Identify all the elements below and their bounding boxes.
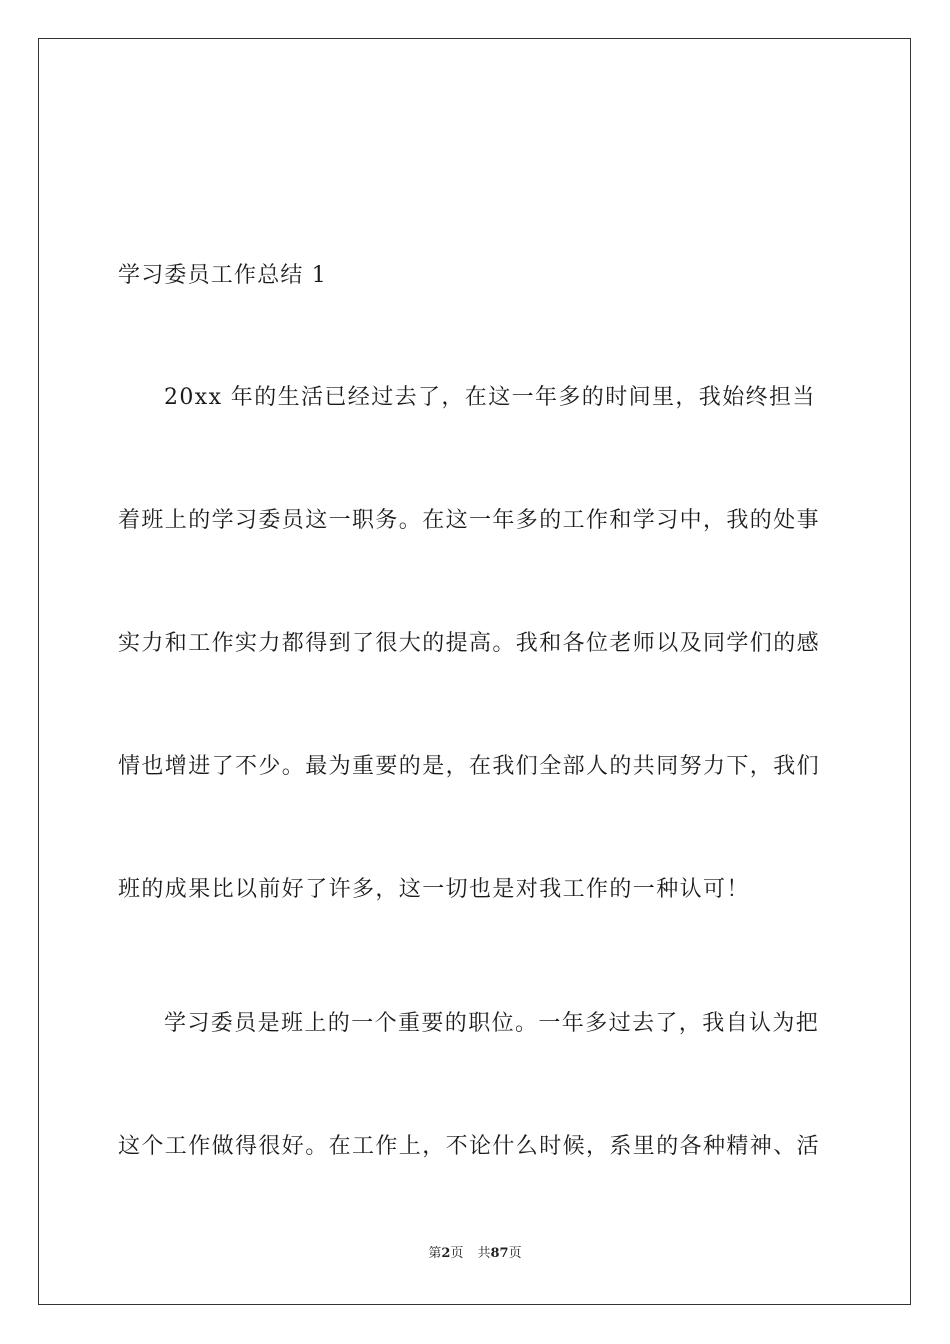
page-prefix: 第 (428, 1246, 442, 1261)
page-suffix: 页 (450, 1246, 464, 1261)
page-number: 2 (441, 1246, 451, 1261)
total-prefix: 共 (477, 1246, 491, 1261)
paragraph-1-line-5: 班的成果比以前好了许多，这一切也是对我工作的一种认可！ (118, 877, 750, 902)
document-title: 学习委员工作总结 1 (118, 263, 327, 288)
paragraph-2-line-2: 这个工作做得很好。在工作上，不论什么时候，系里的各种精神、活 (118, 1134, 821, 1159)
total-suffix: 页 (508, 1246, 522, 1261)
page-frame (38, 38, 911, 1305)
paragraph-2-line-1: 学习委员是班上的一个重要的职位。一年多过去了，我自认为把 (164, 1011, 820, 1036)
paragraph-1-line-1: 20xx 年的生活已经过去了，在这一年多的时间里，我始终担当 (164, 385, 816, 410)
paragraph-1-line-4: 情也增进了不少。最为重要的是，在我们全部人的共同努力下，我们 (118, 754, 821, 779)
paragraph-1-line-3: 实力和工作实力都得到了很大的提高。我和各位老师以及同学们的感 (118, 631, 821, 656)
total-pages: 87 (490, 1246, 509, 1261)
page-footer (0, 1245, 950, 1263)
paragraph-1-line-2: 着班上的学习委员这一职务。在这一年多的工作和学习中，我的处事 (118, 508, 821, 533)
